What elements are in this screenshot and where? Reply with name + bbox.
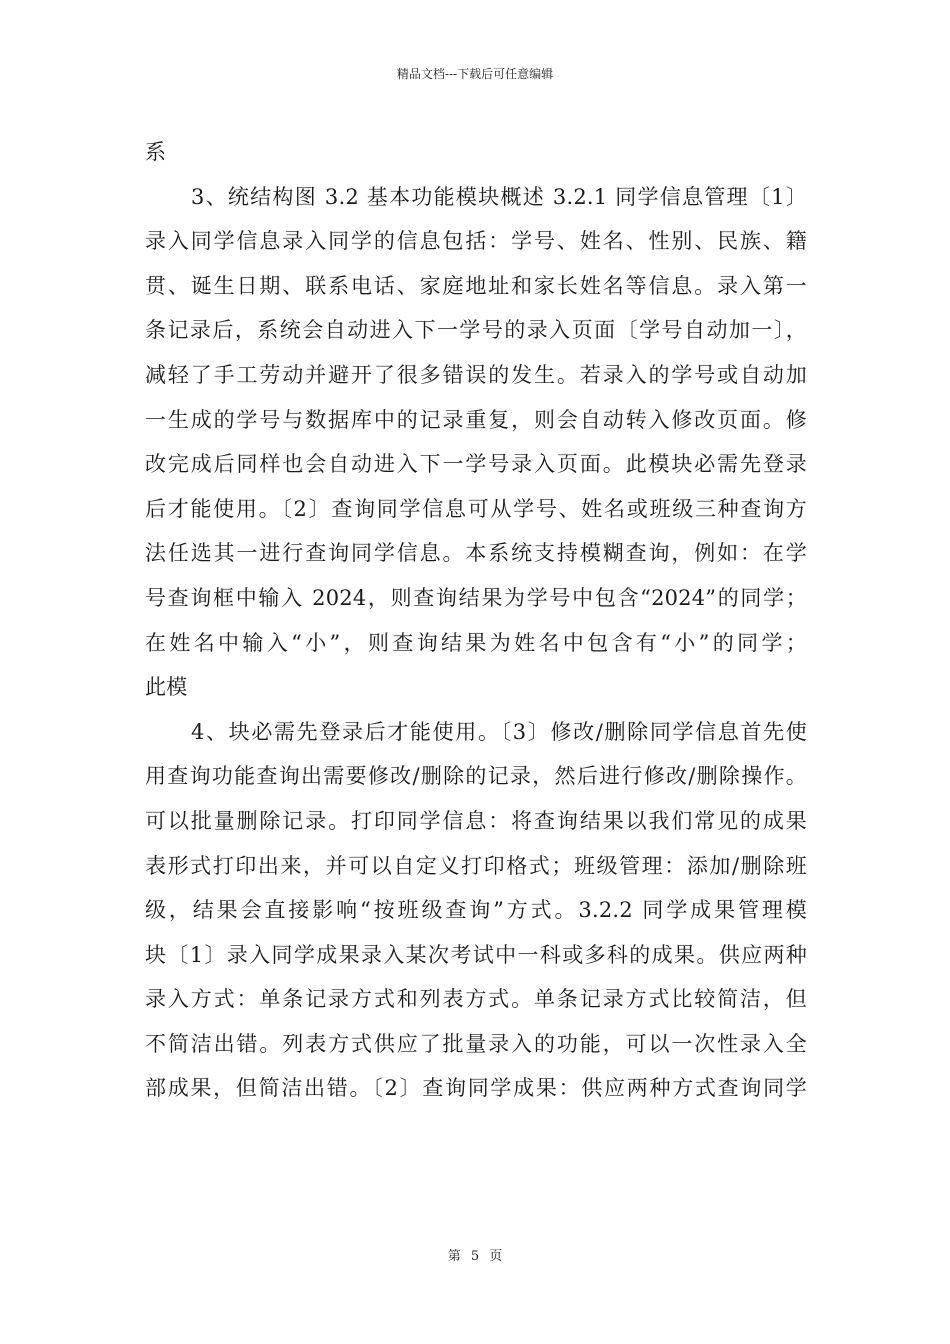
body-line: 此模 [145, 675, 188, 700]
body-line: 录入方式：单条记录方式和列表方式。单条记录方式比较简洁，但 [145, 987, 807, 1012]
body-line: 部成果，但简洁出错。〔2〕查询同学成果：供应两种方式查询同学 [145, 1076, 807, 1101]
body-line: 系 [145, 140, 167, 164]
body-line: 条记录后，系统会自动进入下一学号的录入页面〔学号自动加一〕， [145, 318, 807, 343]
body-line: 法任选其一进行查询同学信息。本系统支持模糊查询，例如：在学 [145, 541, 807, 566]
header-text: 精品文档---下载后可任意编辑 [396, 67, 554, 81]
body-line: 号查询框中输入 2024，则查询结果为学号中包含“2024”的同学； [145, 585, 807, 610]
body-line: 不简洁出错。列表方式供应了批量录入的功能，可以一次性录入全 [145, 1031, 807, 1056]
body-line: 后才能使用。〔2〕查询同学信息可从学号、姓名或班级三种查询方 [145, 496, 807, 521]
page-header [0, 66, 950, 82]
body-line: 级，结果会直接影响“按班级查询”方式。3.2.2 同学成果管理模 [145, 898, 807, 923]
footer-suffix: 页 [489, 1249, 503, 1264]
body-line: 一生成的学号与数据库中的记录重复，则会自动转入修改页面。修 [145, 407, 807, 432]
page-number: 5 [470, 1249, 480, 1264]
body-line: 在姓名中输入“小”，则查询结果为姓名中包含有“小”的同学； [145, 630, 807, 655]
document-body [145, 130, 807, 1111]
footer-prefix: 第 [447, 1249, 461, 1264]
page-footer [0, 1248, 950, 1266]
body-line: 贯、诞生日期、联系电话、家庭地址和家长姓名等信息。录入第一 [145, 273, 807, 298]
body-line: 录入同学信息录入同学的信息包括：学号、姓名、性别、民族、籍 [145, 229, 807, 254]
body-line: 可以批量删除记录。打印同学信息：将查询结果以我们常见的成果 [145, 808, 807, 833]
body-line: 用查询功能查询出需要修改/删除的记录，然后进行修改/删除操作。 [145, 764, 807, 789]
body-line: 4、块必需先登录后才能使用。〔3〕修改/删除同学信息首先使 [191, 719, 807, 744]
body-line: 块〔1〕录入同学成果录入某次考试中一科或多科的成果。供应两种 [145, 942, 807, 967]
body-line: 表形式打印出来，并可以自定义打印格式；班级管理：添加/删除班 [145, 853, 807, 878]
body-line: 减轻了手工劳动并避开了很多错误的发生。若录入的学号或自动加 [145, 362, 807, 387]
body-line: 改完成后同样也会自动进入下一学号录入页面。此模块必需先登录 [145, 452, 807, 477]
body-line: 3、统结构图 3.2 基本功能模块概述 3.2.1 同学信息管理〔1〕 [191, 184, 807, 209]
